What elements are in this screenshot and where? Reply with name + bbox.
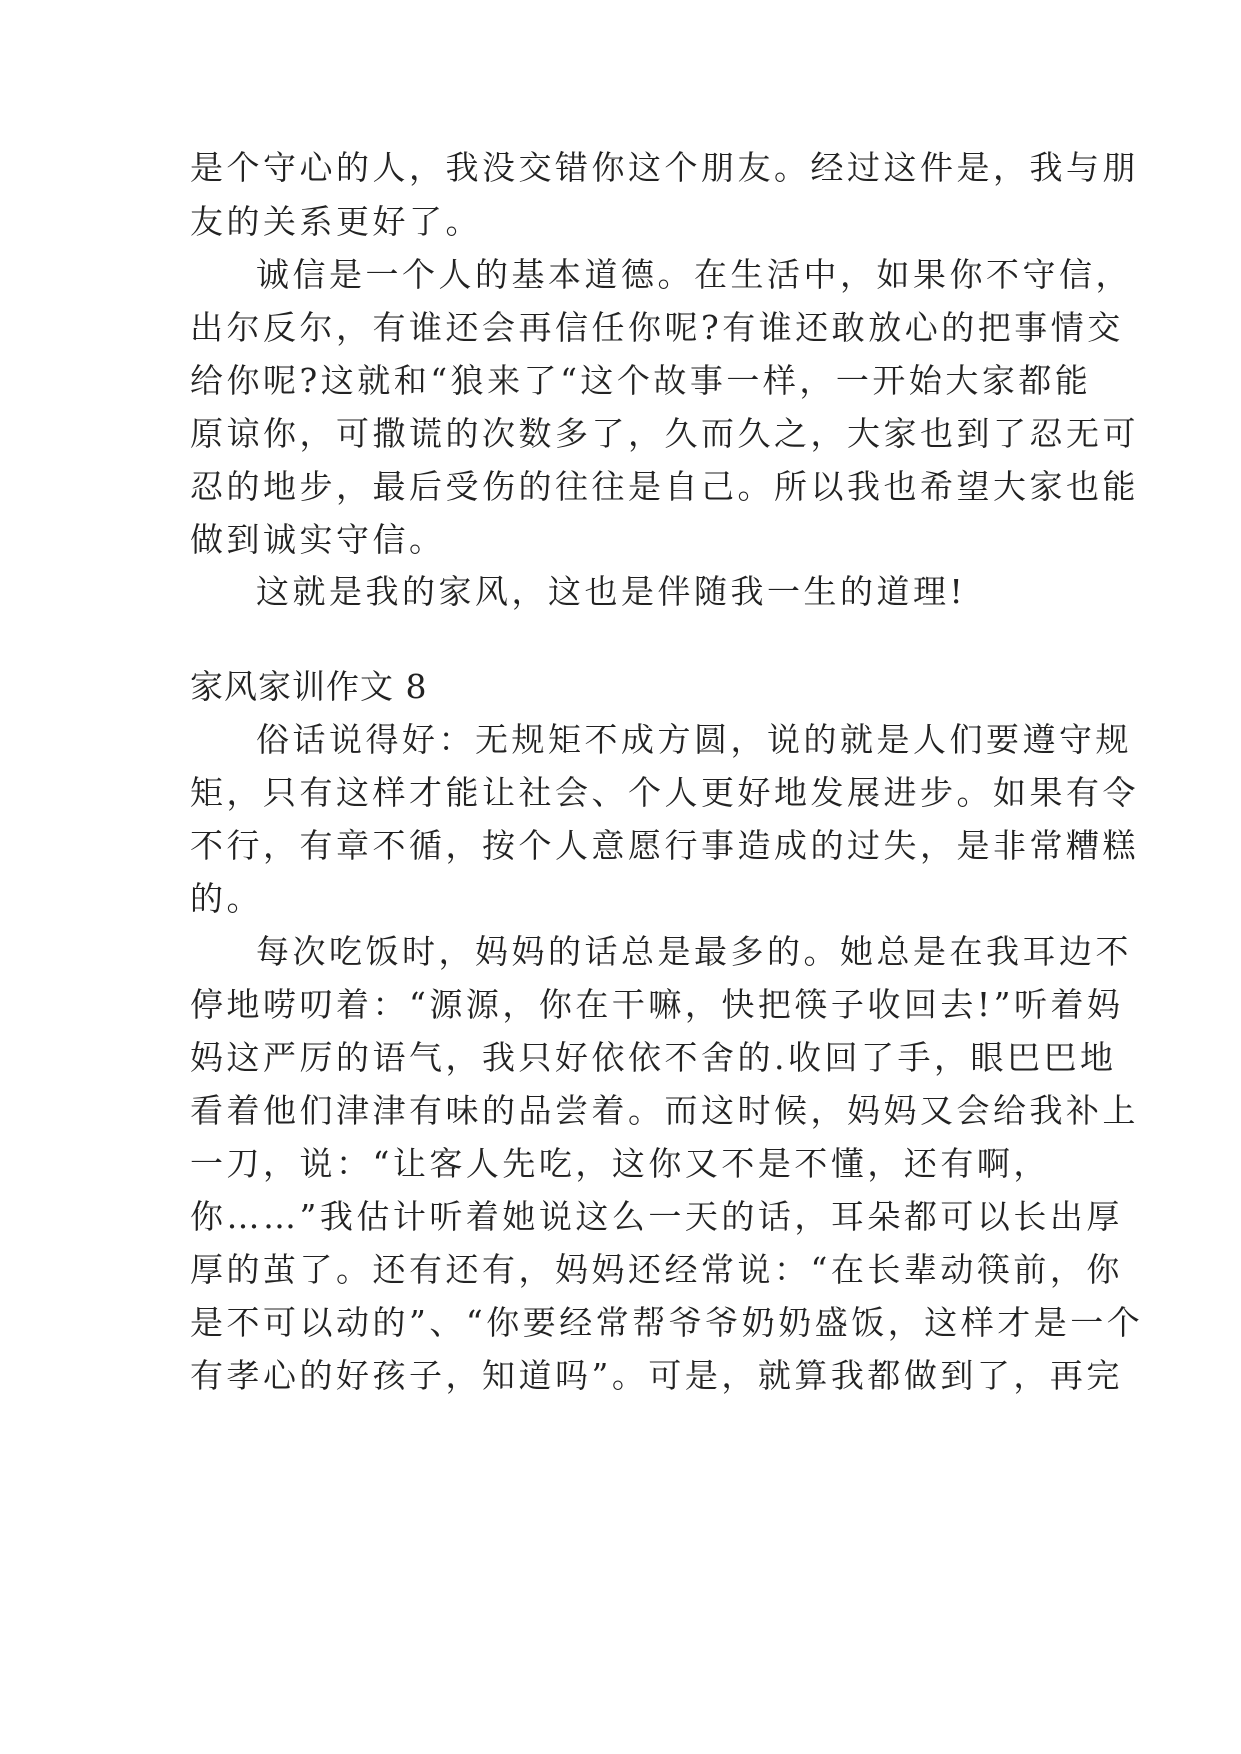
text-line: 有孝心的好孩子，知道吗”。可是，就算我都做到了，再完 xyxy=(190,1356,1123,1395)
text-line: 妈这严厉的语气，我只好依依不舍的.收回了手，眼巴巴地 xyxy=(190,1038,1117,1077)
text-line: 看着他们津津有味的品尝着。而这时候，妈妈又会给我补上 xyxy=(190,1091,1139,1130)
text-line: 每次吃饭时，妈妈的话总是最多的。她总是在我耳边不 xyxy=(256,932,1132,971)
text-line: 是不可以动的”、“你要经常帮爷爷奶奶盛饭，这样才是一个 xyxy=(190,1303,1144,1342)
text-line: 停地唠叨着：“源源，你在干嘛，快把筷子收回去!”听着妈 xyxy=(190,985,1124,1024)
text-line: 不行，有章不循，按个人意愿行事造成的过失，是非常糟糕 xyxy=(190,826,1139,865)
text-line: 给你呢?这就和“狼来了“这个故事一样，一开始大家都能 xyxy=(190,361,1092,400)
text-line: 俗话说得好：无规矩不成方圆，说的就是人们要遵守规 xyxy=(256,720,1132,759)
text-line: 是个守心的人，我没交错你这个朋友。经过这件是，我与朋 xyxy=(190,148,1139,187)
text-line: 原谅你，可撒谎的次数多了，久而久之，大家也到了忍无可 xyxy=(190,414,1139,453)
text-line: 友的关系更好了。 xyxy=(190,202,482,241)
text-line: 这就是我的家风，这也是伴随我一生的道理! xyxy=(256,572,967,611)
section-heading: 家风家训作文 8 xyxy=(190,667,428,706)
text-line: 的。 xyxy=(190,879,263,918)
text-line: 做到诚实守信。 xyxy=(190,520,446,559)
text-line: 一刀，说：“让客人先吃，这你又不是不懂，还有啊， xyxy=(190,1144,1050,1183)
text-line: 矩，只有这样才能让社会、个人更好地发展进步。如果有令 xyxy=(190,773,1139,812)
text-line: 厚的茧了。还有还有，妈妈还经常说：“在长辈动筷前，你 xyxy=(190,1250,1123,1289)
text-line: 忍的地步，最后受伤的往往是自己。所以我也希望大家也能 xyxy=(190,467,1139,506)
text-line: 出尔反尔，有谁还会再信任你呢?有谁还敢放心的把事情交 xyxy=(190,308,1124,347)
text-line: 诚信是一个人的基本道德。在生活中，如果你不守信， xyxy=(256,255,1132,294)
text-line: 你……”我估计听着她说这么一天的话，耳朵都可以长出厚 xyxy=(190,1197,1123,1236)
